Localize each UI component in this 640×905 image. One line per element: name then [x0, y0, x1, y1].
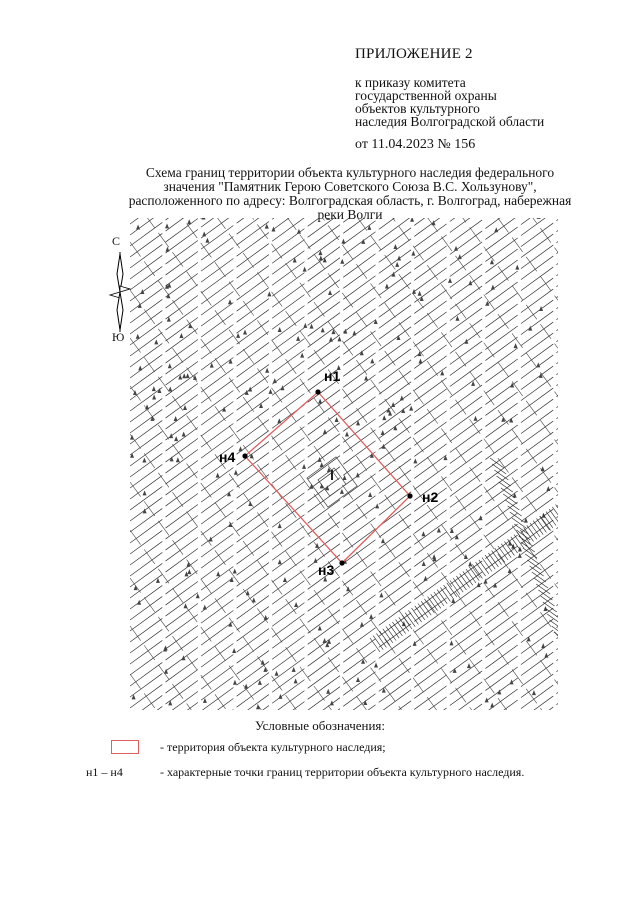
scheme-title [80, 166, 620, 222]
legend-item-points: - характерные точки границ территории объекта культурного наследия. [160, 765, 525, 779]
legend-title: Условные обозначения: [254, 718, 386, 733]
map-street-lines [130, 218, 558, 710]
boundary-point-marker [315, 389, 320, 394]
boundary-point-label: н1 [324, 368, 341, 384]
order-line: государственной охраны [355, 88, 497, 103]
legend-territory-swatch [111, 740, 139, 754]
order-line: наследия Волгоградской области [355, 114, 545, 129]
cadastral-map [130, 218, 558, 710]
compass-north-label: С [112, 234, 121, 248]
boundary-point-marker [242, 453, 247, 458]
order-line: объектов культурного [355, 101, 480, 116]
boundary-point-label: н4 [219, 449, 236, 465]
legend-points-symbol: н1 – н4 [86, 765, 123, 779]
boundary-point-label: н3 [318, 562, 335, 578]
legend-item-territory: - территория объекта культурного наследия; [160, 740, 386, 754]
title-line: Схема границ территории объекта культурного наследия федерального [145, 165, 555, 180]
boundary-point-marker [339, 560, 344, 565]
map-hatch-blocks [370, 458, 558, 652]
title-line: значения "Памятник Герою Советского Союза В.С. Хользунову", [163, 179, 537, 194]
order-line: к приказу комитета [355, 75, 466, 90]
boundary-point-label: н2 [422, 489, 439, 505]
appendix-heading: ПРИЛОЖЕНИЕ 2 [355, 46, 473, 62]
title-line: расположенного по адресу: Волгоградская область, г. Волгоград, набережная [128, 193, 572, 208]
order-reference [355, 76, 544, 128]
compass-south-label: Ю [112, 330, 125, 344]
boundary-point-marker [407, 493, 412, 498]
boundary-points [219, 368, 438, 578]
order-date: от 11.04.2023 № 156 [355, 137, 476, 152]
title-line: реки Волги [317, 207, 383, 222]
